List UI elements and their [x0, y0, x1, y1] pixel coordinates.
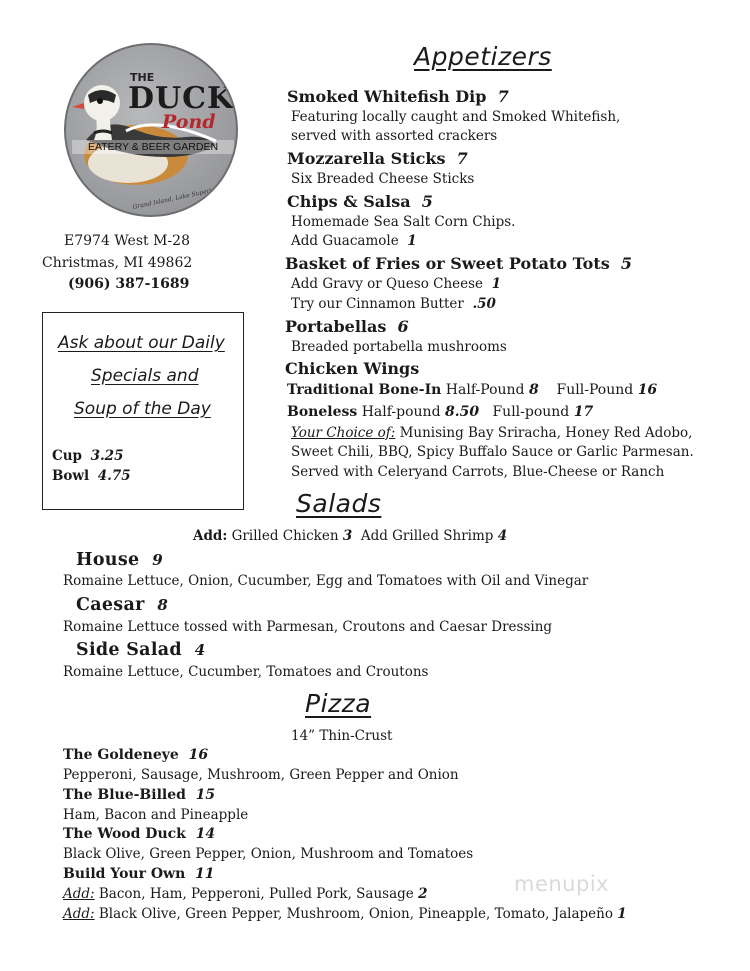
- item-desc: Romaine Lettuce, Onion, Cucumber, Egg and Tomatoes with Oil and Vinegar: [63, 573, 589, 589]
- specials-line-1: Ask about our Daily: [58, 333, 225, 353]
- pizza-add-1: [63, 886, 427, 902]
- item-addon: [291, 276, 501, 292]
- addon-label: Add Gravy or Queso Cheese: [291, 276, 484, 292]
- item-name: House: [76, 550, 140, 570]
- wings-bone-full-label: Full-pound: [492, 404, 570, 420]
- soup-bowl-price: 4.75: [97, 468, 131, 484]
- wings-served: Served with Celeryand Carrots, Blue-Cheese or Ranch: [291, 464, 665, 480]
- wings-trad-half-label: Half-Pound: [445, 382, 525, 398]
- item-price: 6: [397, 317, 409, 336]
- item-desc: Homemade Sea Salt Corn Chips.: [291, 214, 516, 230]
- item-price: 15: [195, 787, 216, 803]
- wings-choice-label: Your Choice of:: [291, 425, 396, 441]
- wings-choice: [291, 425, 692, 441]
- wings-bone-half-label: Half-pound: [361, 404, 441, 420]
- item-price: 4: [194, 641, 206, 659]
- salad-add-2-price: 4: [497, 528, 508, 544]
- item-smoked-whitefish: [287, 87, 509, 106]
- wings-boneless-label: Boneless: [287, 404, 358, 420]
- menupix-watermark: menupix: [514, 872, 610, 896]
- pizza-add-1-price: 2: [418, 886, 428, 902]
- soup-cup: [52, 448, 123, 464]
- pizza-subtitle: 14” Thin-Crust: [291, 728, 393, 744]
- soup-cup-price: 3.25: [90, 448, 124, 464]
- salad-addons: [193, 528, 507, 544]
- item-price: 9: [152, 551, 163, 569]
- addon-price: 1: [407, 233, 417, 249]
- item-name: The Wood Duck: [63, 826, 186, 842]
- salad-house: [76, 550, 163, 570]
- wings-choice-2: Sweet Chili, BBQ, Spicy Buffalo Sauce or Garlic Parmesan.: [291, 444, 694, 460]
- item-chicken-wings: Chicken Wings: [285, 359, 420, 378]
- item-desc: Romaine Lettuce, Cucumber, Tomatoes and Croutons: [63, 664, 429, 680]
- salad-add-2: Add Grilled Shrimp: [360, 528, 494, 544]
- item-price: 7: [497, 87, 509, 106]
- addon-label: Add Guacamole: [291, 233, 399, 249]
- pizza-add-label: Add:: [63, 906, 95, 922]
- restaurant-logo: [64, 43, 238, 217]
- item-desc: Breaded portabella mushrooms: [291, 339, 507, 355]
- item-portabellas: [285, 317, 409, 336]
- pizza-add-label: Add:: [63, 886, 95, 902]
- item-addon: [291, 296, 496, 312]
- item-name: The Blue-Billed: [63, 787, 186, 803]
- item-desc: Pepperoni, Sausage, Mushroom, Green Pepper and Onion: [63, 767, 459, 783]
- salad-caesar: [76, 595, 168, 615]
- wings-bone-full-price: 17: [573, 404, 594, 420]
- addon-price: 1: [491, 276, 502, 292]
- soup-cup-label: Cup: [52, 448, 82, 464]
- item-mozzarella-sticks: [287, 149, 468, 168]
- item-name: Smoked Whitefish Dip: [287, 87, 487, 106]
- item-name: Basket of Fries or Sweet Potato Tots: [285, 254, 610, 273]
- item-fries-tots: [285, 254, 632, 273]
- item-desc: Six Breaded Cheese Sticks: [291, 171, 475, 187]
- specials-line-2: Specials and: [91, 366, 199, 386]
- pizza-wood-duck: [63, 826, 215, 842]
- address-street: E7974 West M-28: [64, 233, 190, 249]
- item-price: 16: [188, 747, 209, 763]
- pizza-add-2-price: 1: [617, 906, 627, 922]
- item-name: Mozzarella Sticks: [287, 149, 446, 168]
- salad-add-label: Add:: [193, 528, 228, 544]
- salad-add-1: Grilled Chicken: [231, 528, 339, 544]
- soup-bowl: [52, 468, 131, 484]
- pizza-goldeneye: [63, 747, 208, 763]
- item-desc: Black Olive, Green Pepper, Onion, Mushroom and Tomatoes: [63, 846, 474, 862]
- logo-footer: Grand Island, Lake Superior: [132, 186, 219, 211]
- logo-subtitle: EATERY & BEER GARDEN: [72, 140, 234, 154]
- item-name: The Goldeneye: [63, 747, 179, 763]
- item-price: 7: [456, 149, 468, 168]
- item-name: Build Your Own: [63, 866, 186, 882]
- pizza-title: Pizza: [305, 689, 372, 718]
- addon-price: .50: [472, 296, 496, 312]
- item-price: 5: [421, 192, 433, 211]
- logo-pond: Pond: [162, 111, 216, 133]
- pizza-build-your-own: [63, 866, 215, 882]
- item-price: 14: [195, 826, 216, 842]
- item-chips-salsa: [287, 192, 433, 211]
- address-phone: (906) 387-1689: [68, 276, 190, 292]
- item-name: Chips & Salsa: [287, 192, 411, 211]
- specials-line-3: Soup of the Day: [74, 399, 211, 419]
- wings-trad-full-label: Full-Pound: [556, 382, 634, 398]
- item-desc: served with assorted crackers: [291, 128, 498, 144]
- wings-boneless: [287, 404, 593, 420]
- appetizers-title: Appetizers: [414, 42, 552, 71]
- wings-trad-half-price: 8: [528, 382, 539, 398]
- addon-label: Try our Cinnamon Butter: [291, 296, 464, 312]
- pizza-blue-billed: [63, 787, 215, 803]
- item-desc: Ham, Bacon and Pineapple: [63, 807, 249, 823]
- item-price: 5: [620, 254, 632, 273]
- soup-bowl-label: Bowl: [52, 468, 90, 484]
- salad-add-1-price: 3: [342, 528, 353, 544]
- wings-trad-full-price: 16: [637, 382, 658, 398]
- item-name: Side Salad: [76, 640, 182, 660]
- item-price: 11: [195, 866, 215, 882]
- salad-side: [76, 640, 206, 660]
- pizza-add-2-text: Black Olive, Green Pepper, Mushroom, Onion, Pineapple, Tomato, Jalapeño: [98, 906, 613, 922]
- pizza-add-1-text: Bacon, Ham, Pepperoni, Pulled Pork, Sausage: [98, 886, 414, 902]
- salads-title: Salads: [296, 489, 382, 518]
- item-name: Portabellas: [285, 317, 387, 336]
- logo-duck: DUCK: [128, 81, 235, 116]
- item-name: Caesar: [76, 595, 145, 615]
- item-price: 8: [157, 596, 169, 614]
- item-addon: [291, 233, 417, 249]
- address-city: Christmas, MI 49862: [42, 255, 193, 271]
- wings-traditional: [287, 382, 657, 398]
- item-desc: Romaine Lettuce tossed with Parmesan, Croutons and Caesar Dressing: [63, 619, 553, 635]
- pizza-add-2: [63, 906, 627, 922]
- wings-choice-1: Munising Bay Sriracha, Honey Red Adobo,: [399, 425, 693, 441]
- wings-traditional-label: Traditional Bone-In: [287, 382, 442, 398]
- logo-the: THE: [130, 71, 155, 84]
- wings-bone-half-price: 8.50: [445, 404, 480, 420]
- item-desc: Featuring locally caught and Smoked Whitefish,: [291, 109, 621, 125]
